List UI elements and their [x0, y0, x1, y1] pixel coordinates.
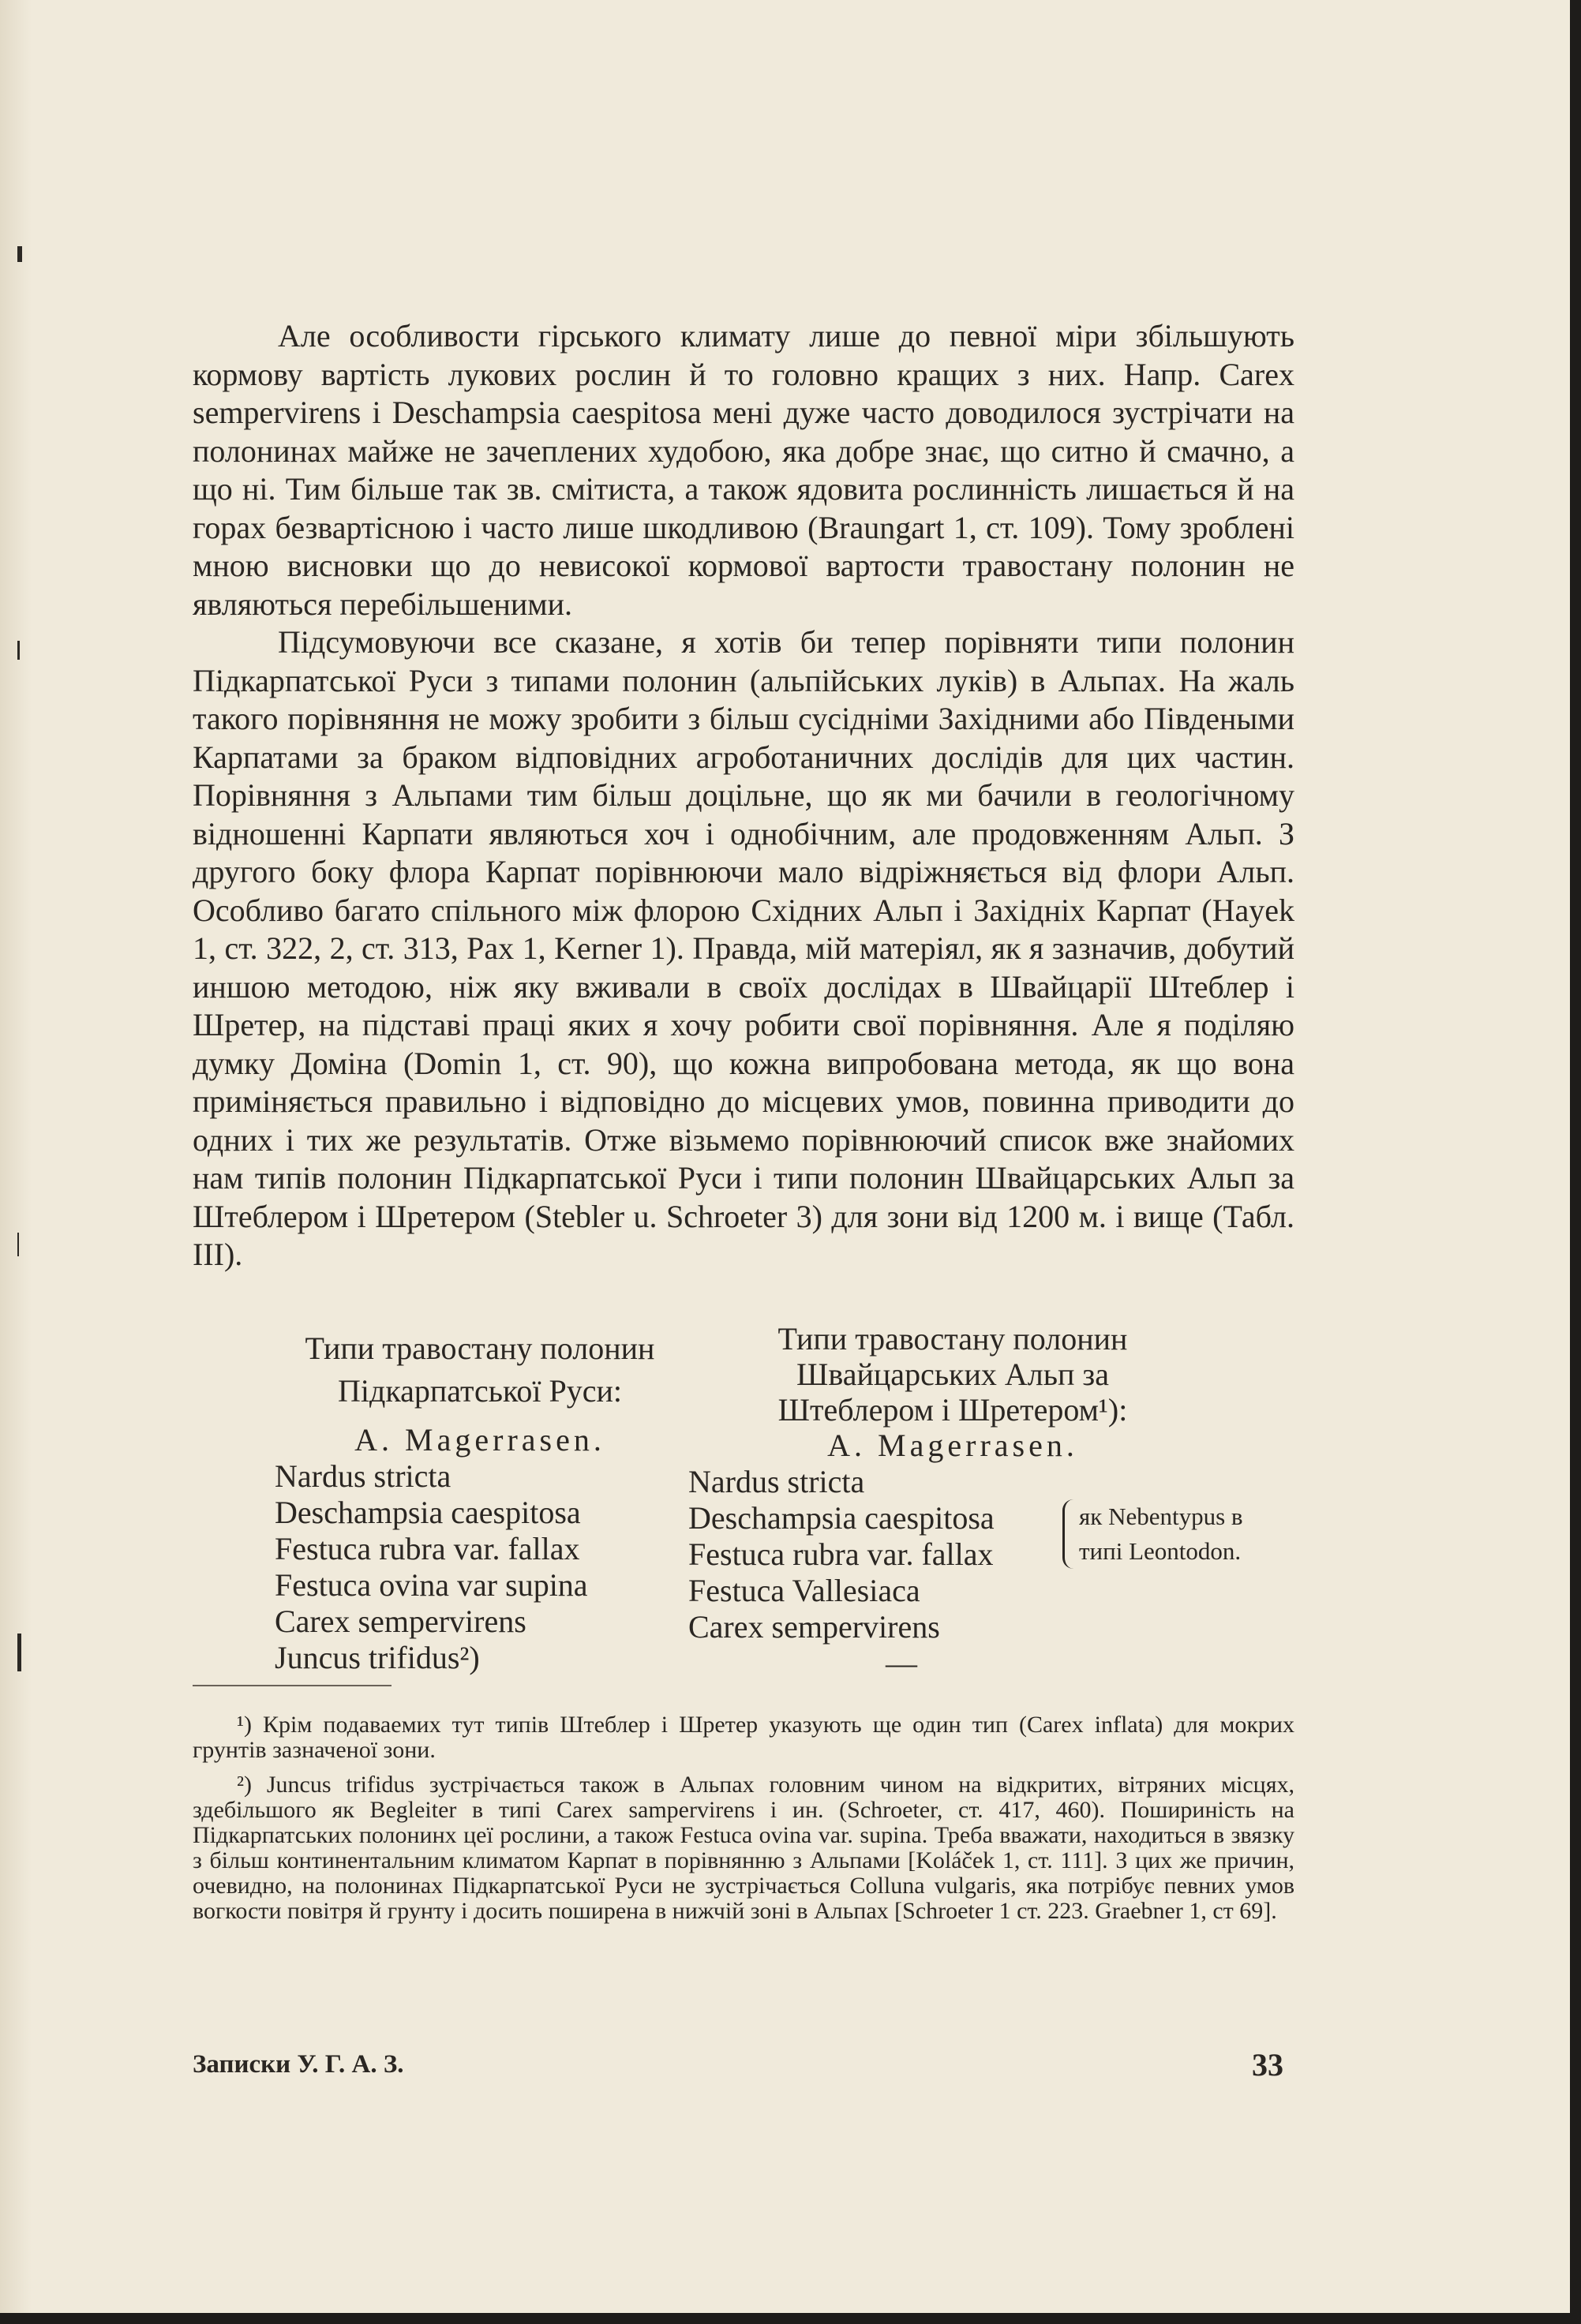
column-heading-line: Швайцарських Альп за	[796, 1357, 1109, 1392]
footnote: ¹) Крім подаваемих тут типів Штеблер і Шретер указують ще один тип (Carex inflata) для мокрих грунтів зазначеної зони.	[193, 1712, 1294, 1763]
note-line: типі Leontodon.	[1079, 1537, 1242, 1565]
list-item: Juncus trifidus²)	[275, 1640, 480, 1675]
list-item: Festuca rubra var. fallax	[275, 1531, 580, 1566]
section-heading: A. Magerrasen.	[354, 1422, 605, 1458]
margin-mark	[17, 641, 20, 660]
footnote: ²) Juncus trifidus зустрічається також в Альпах головним чином на відкритих, вітряних місцях, здебільшого як Begleiter в типі Carex sampervirens і ин. (Schroeter, ст. 417, 460). Пошириність на Підкарпатських полонинх цеї рослини, а також Festuca ovina var. supina. Треба вважати, находиться в звязку з більш континентальним климатом Карпат в порівнянню з Альпами [Koláček 1, ст. 111]. З цих же причин, очевидно, на полонинах Підкарпатської Руси не зустрічається Colluna vulgaris, яка потрібує певних умов вогкости повітря й грунту і досить поширена в нижчій зоні в Альпах [Schroeter 1 ст. 223. Graebner 1, ст 69].	[193, 1772, 1294, 1924]
section-heading: A. Magerrasen.	[827, 1428, 1078, 1463]
note-line: як Nebentypus в	[1079, 1503, 1243, 1530]
body-text	[193, 317, 1294, 1274]
column-heading-line: Типи травостану полонин	[305, 1330, 655, 1366]
column-heading	[275, 1327, 685, 1413]
column-heading	[688, 1321, 1217, 1428]
list-item: Deschampsia caespitosa	[688, 1500, 995, 1536]
running-title: Записки У. Г. А. З.	[193, 2050, 404, 2079]
list-item: Festuca Vallesiaca	[688, 1573, 920, 1608]
margin-mark	[17, 1634, 21, 1671]
margin-mark	[17, 246, 22, 262]
footnote-divider	[193, 1685, 392, 1686]
types-list-subcarpathian	[275, 1327, 685, 1676]
list-item: Nardus stricta	[275, 1458, 451, 1494]
types-list-swiss-alps	[688, 1321, 1304, 1682]
column-heading-line: Типи травостану полонин	[777, 1321, 1128, 1357]
list-item: Festuca rubra var. fallax	[688, 1536, 994, 1572]
column-heading-line: Підкарпатської Руси:	[337, 1373, 623, 1409]
list-item: Carex sempervirens	[688, 1609, 940, 1645]
page-edge-shadow	[0, 0, 32, 2313]
margin-mark	[17, 1233, 19, 1256]
list-item: Festuca ovina var supina	[275, 1567, 588, 1603]
nebentypus-note	[1062, 1499, 1243, 1569]
list-item: —	[886, 1645, 917, 1681]
list-item: Carex sempervirens	[275, 1604, 526, 1639]
paragraph: Підсумовуючи все сказане, я хотів би тепер порівняти типи полонин Підкарпатської Руси з типами полонин (альпійських луків) в Альпах. На жаль такого порівняння не можу зробити з більш сусідніми Західними або Південыми Карпатами за браком відповідних агроботаничних дослідів для цих частин. Порівняння з Альпами тим більш доцільне, що як ми бачили в геологічному відношенні Карпати являються хоч і однобічним, але продовженням Альп. З другого боку флора Карпат порівнюючи мало відріжняється від флори Альп. Особливо багато спільного між флорою Східних Альп і Західніх Карпат (Hayek 1, ст. 322, 2, ст. 313, Pax 1, Kerner 1). Правда, мій матеріял, як я зазначив, добутий иншою методою, ніж яку вживали в своїх дослідах в Швайцарії Штеблер і Шретер, на підставі праці яких я хочу робити свої порівняння. Але я поділяю думку Доміна (Domin 1, ст. 90), що кожна випробована метода, як що вона приміняється правильно і відповідно до місцевих умов, повинна приводити до одних і тих же результатів. Отже візьмемо порівнюючий список вже знайомих нам типів полонин Підкарпатської Руси і типи полонин Швайцарських Альп за Штеблером і Шретером (Stebler u. Schroeter 3) для зони від 1200 м. і вище (Табл. III).	[193, 624, 1294, 1272]
column-heading-line: Штеблером і Шретером¹):	[777, 1392, 1128, 1428]
list-item: Deschampsia caespitosa	[275, 1495, 581, 1530]
footnotes	[193, 1712, 1294, 1933]
list-item: Nardus stricta	[688, 1464, 865, 1499]
page-number: 33	[1252, 2047, 1283, 2083]
paragraph: Але особливости гірського климату лише до певної міри збільшують кормову вартість лукових рослин й то головно кращих з них. Напр. Carex sempervirens і Deschampsia caespitosa мені дуже часто доводилося зустрічати на полонинах майже не зачеплених худобою, яка добре знає, що ситно й смачно, а що ні. Тим більше так зв. смітиста, а також ядовита рослинність лишається й на горах безвартісною і часто лише шкодливою (Braungart 1, ст. 109). Тому зроблені мною висновки що до невисокої кормової вартости травостану полонин не являються перебільшеними.	[193, 318, 1294, 622]
